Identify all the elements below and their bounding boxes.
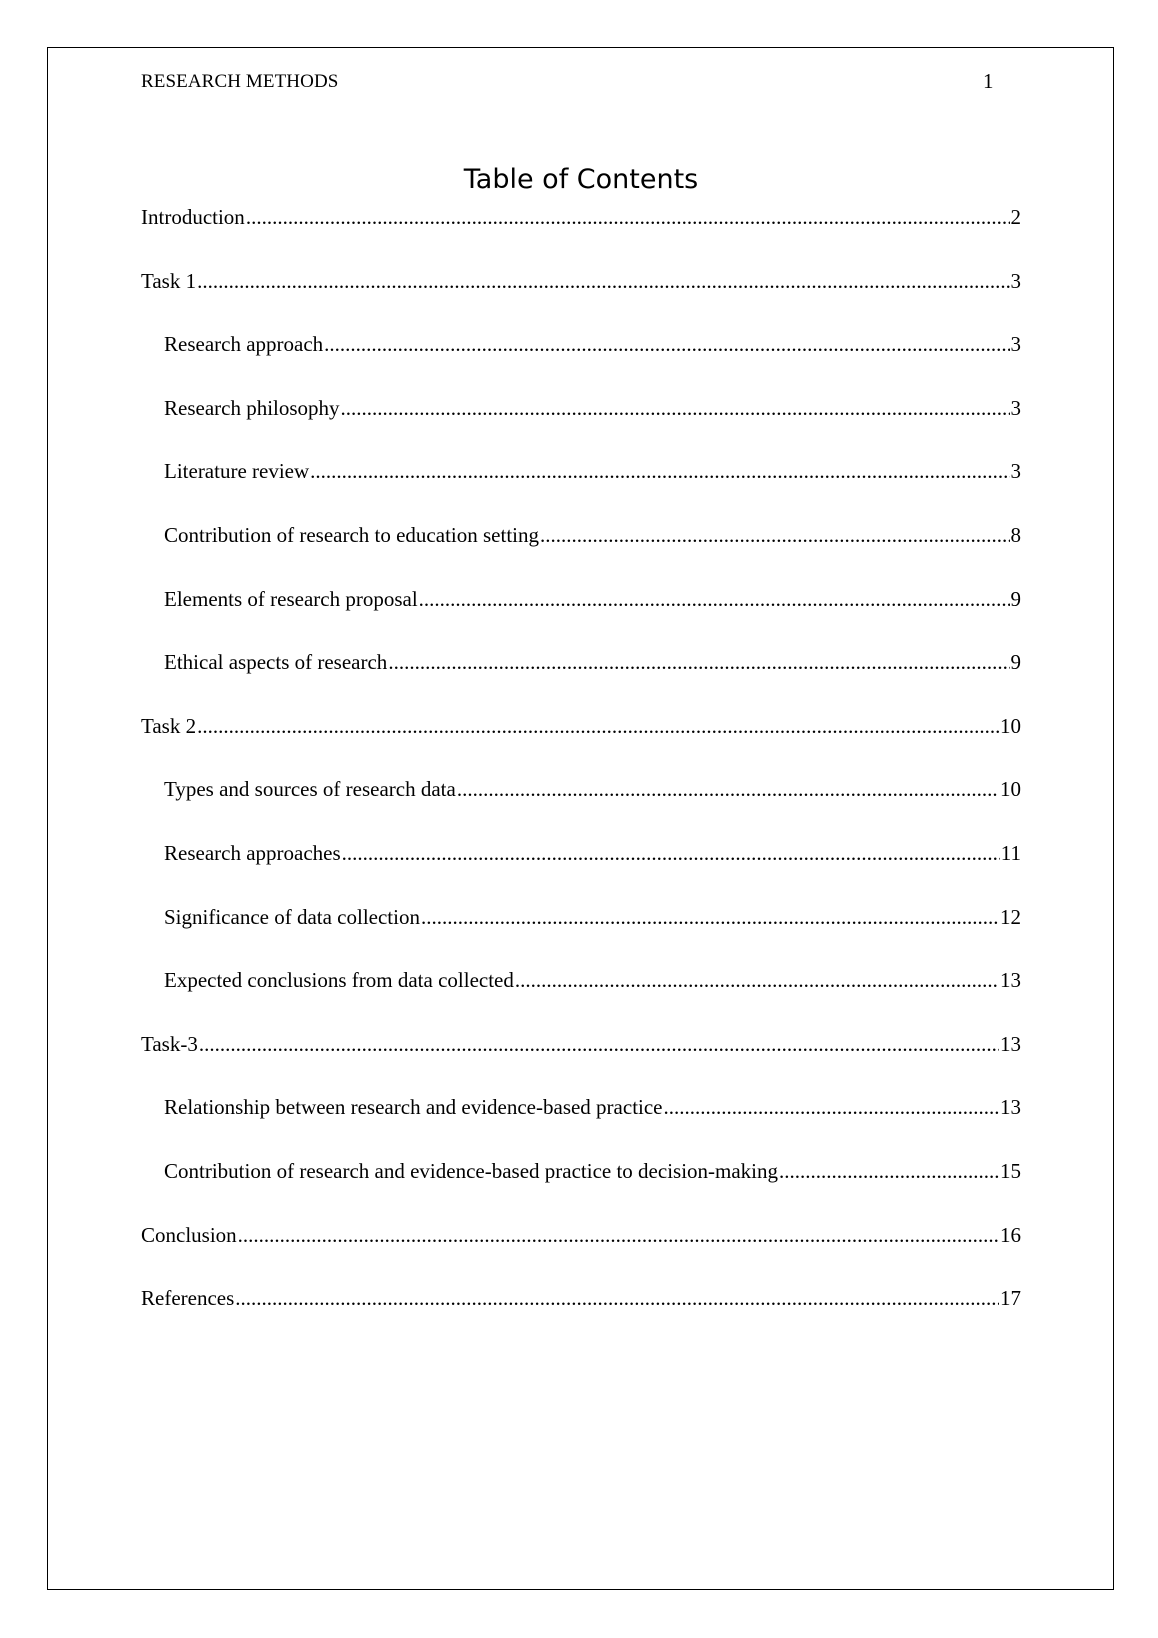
toc-entry-label: Research approach bbox=[164, 332, 324, 357]
dot-leader bbox=[197, 269, 1009, 294]
toc-entry-contribution-decision-making[interactable] bbox=[141, 1159, 1021, 1223]
running-header-title: RESEARCH METHODS bbox=[141, 71, 339, 92]
dot-leader bbox=[515, 968, 999, 993]
toc-entry-elements-proposal[interactable] bbox=[141, 587, 1021, 651]
toc-entry-research-approaches[interactable] bbox=[141, 841, 1021, 905]
toc-entry-page: 13 bbox=[1000, 1031, 1021, 1056]
dot-leader bbox=[419, 587, 1010, 612]
toc-entry-page: 13 bbox=[1000, 968, 1021, 993]
table-of-contents bbox=[141, 205, 1021, 1350]
toc-entry-label: Task-3 bbox=[141, 1031, 198, 1056]
toc-entry-task-2[interactable] bbox=[141, 714, 1021, 778]
toc-entry-label: Task 1 bbox=[141, 268, 197, 293]
toc-entry-contribution-education[interactable] bbox=[141, 523, 1021, 587]
toc-entry-page: 3 bbox=[1010, 332, 1021, 357]
dot-leader bbox=[421, 905, 999, 930]
toc-entry-page: 3 bbox=[1010, 395, 1021, 420]
toc-entry-page: 3 bbox=[1010, 459, 1021, 484]
toc-entry-page: 11 bbox=[1000, 840, 1021, 865]
toc-entry-label: Ethical aspects of research bbox=[164, 650, 388, 675]
dot-leader bbox=[341, 396, 1010, 421]
toc-entry-label: Types and sources of research data bbox=[164, 777, 456, 802]
toc-entry-page: 12 bbox=[1000, 904, 1021, 929]
toc-entry-label: Research philosophy bbox=[164, 395, 340, 420]
toc-entry-label: References bbox=[141, 1286, 235, 1311]
toc-entry-research-approach[interactable] bbox=[141, 332, 1021, 396]
toc-entry-references[interactable] bbox=[141, 1286, 1021, 1350]
toc-entry-page: 16 bbox=[1000, 1222, 1021, 1247]
toc-entry-page: 8 bbox=[1010, 522, 1021, 547]
toc-entry-literature-review[interactable] bbox=[141, 459, 1021, 523]
toc-entry-page: 9 bbox=[1010, 586, 1021, 611]
toc-entry-expected-conclusions[interactable] bbox=[141, 968, 1021, 1032]
toc-entry-page: 10 bbox=[1000, 713, 1021, 738]
toc-entry-label: Literature review bbox=[164, 459, 310, 484]
toc-entry-relationship-ebp[interactable] bbox=[141, 1095, 1021, 1159]
toc-entry-label: Research approaches bbox=[164, 840, 341, 865]
toc-entry-label: Significance of data collection bbox=[164, 904, 420, 929]
dot-leader bbox=[199, 1032, 999, 1057]
toc-entry-introduction[interactable] bbox=[141, 205, 1021, 269]
dot-leader bbox=[388, 650, 1009, 675]
dot-leader bbox=[238, 1223, 999, 1248]
toc-title: Table of Contents bbox=[463, 164, 699, 195]
dot-leader bbox=[197, 714, 999, 739]
page-number: 1 bbox=[983, 69, 994, 93]
dot-leader bbox=[342, 841, 1000, 866]
toc-entry-task-1[interactable] bbox=[141, 269, 1021, 333]
dot-leader bbox=[457, 777, 999, 802]
toc-entry-significance-data[interactable] bbox=[141, 905, 1021, 969]
toc-entry-page: 2 bbox=[1010, 205, 1021, 229]
toc-entry-page: 10 bbox=[1000, 777, 1021, 802]
toc-entry-page: 3 bbox=[1010, 268, 1021, 293]
toc-entry-page: 15 bbox=[1000, 1158, 1021, 1183]
toc-entry-label: Expected conclusions from data collected bbox=[164, 968, 514, 993]
toc-entry-label: Relationship between research and evidence-based practice bbox=[164, 1095, 663, 1120]
toc-entry-label: Introduction bbox=[141, 205, 245, 229]
dot-leader bbox=[246, 205, 1010, 230]
toc-entry-label: Elements of research proposal bbox=[164, 586, 418, 611]
toc-entry-page: 9 bbox=[1010, 650, 1021, 675]
toc-entry-ethical-aspects[interactable] bbox=[141, 650, 1021, 714]
dot-leader bbox=[324, 332, 1009, 357]
toc-entry-label: Task 2 bbox=[141, 713, 197, 738]
dot-leader bbox=[779, 1159, 999, 1184]
dot-leader bbox=[310, 459, 1009, 484]
toc-entry-label: Contribution of research to education setting bbox=[164, 522, 539, 547]
toc-entry-page: 17 bbox=[1000, 1286, 1021, 1311]
toc-entry-types-sources[interactable] bbox=[141, 777, 1021, 841]
dot-leader bbox=[235, 1286, 999, 1311]
dot-leader bbox=[664, 1095, 999, 1120]
dot-leader bbox=[540, 523, 1010, 548]
toc-entry-page: 13 bbox=[1000, 1095, 1021, 1120]
toc-entry-conclusion[interactable] bbox=[141, 1223, 1021, 1287]
toc-entry-research-philosophy[interactable] bbox=[141, 396, 1021, 460]
toc-entry-label: Contribution of research and evidence-based practice to decision-making bbox=[164, 1158, 779, 1183]
toc-entry-task-3[interactable] bbox=[141, 1032, 1021, 1096]
toc-entry-label: Conclusion bbox=[141, 1222, 237, 1247]
